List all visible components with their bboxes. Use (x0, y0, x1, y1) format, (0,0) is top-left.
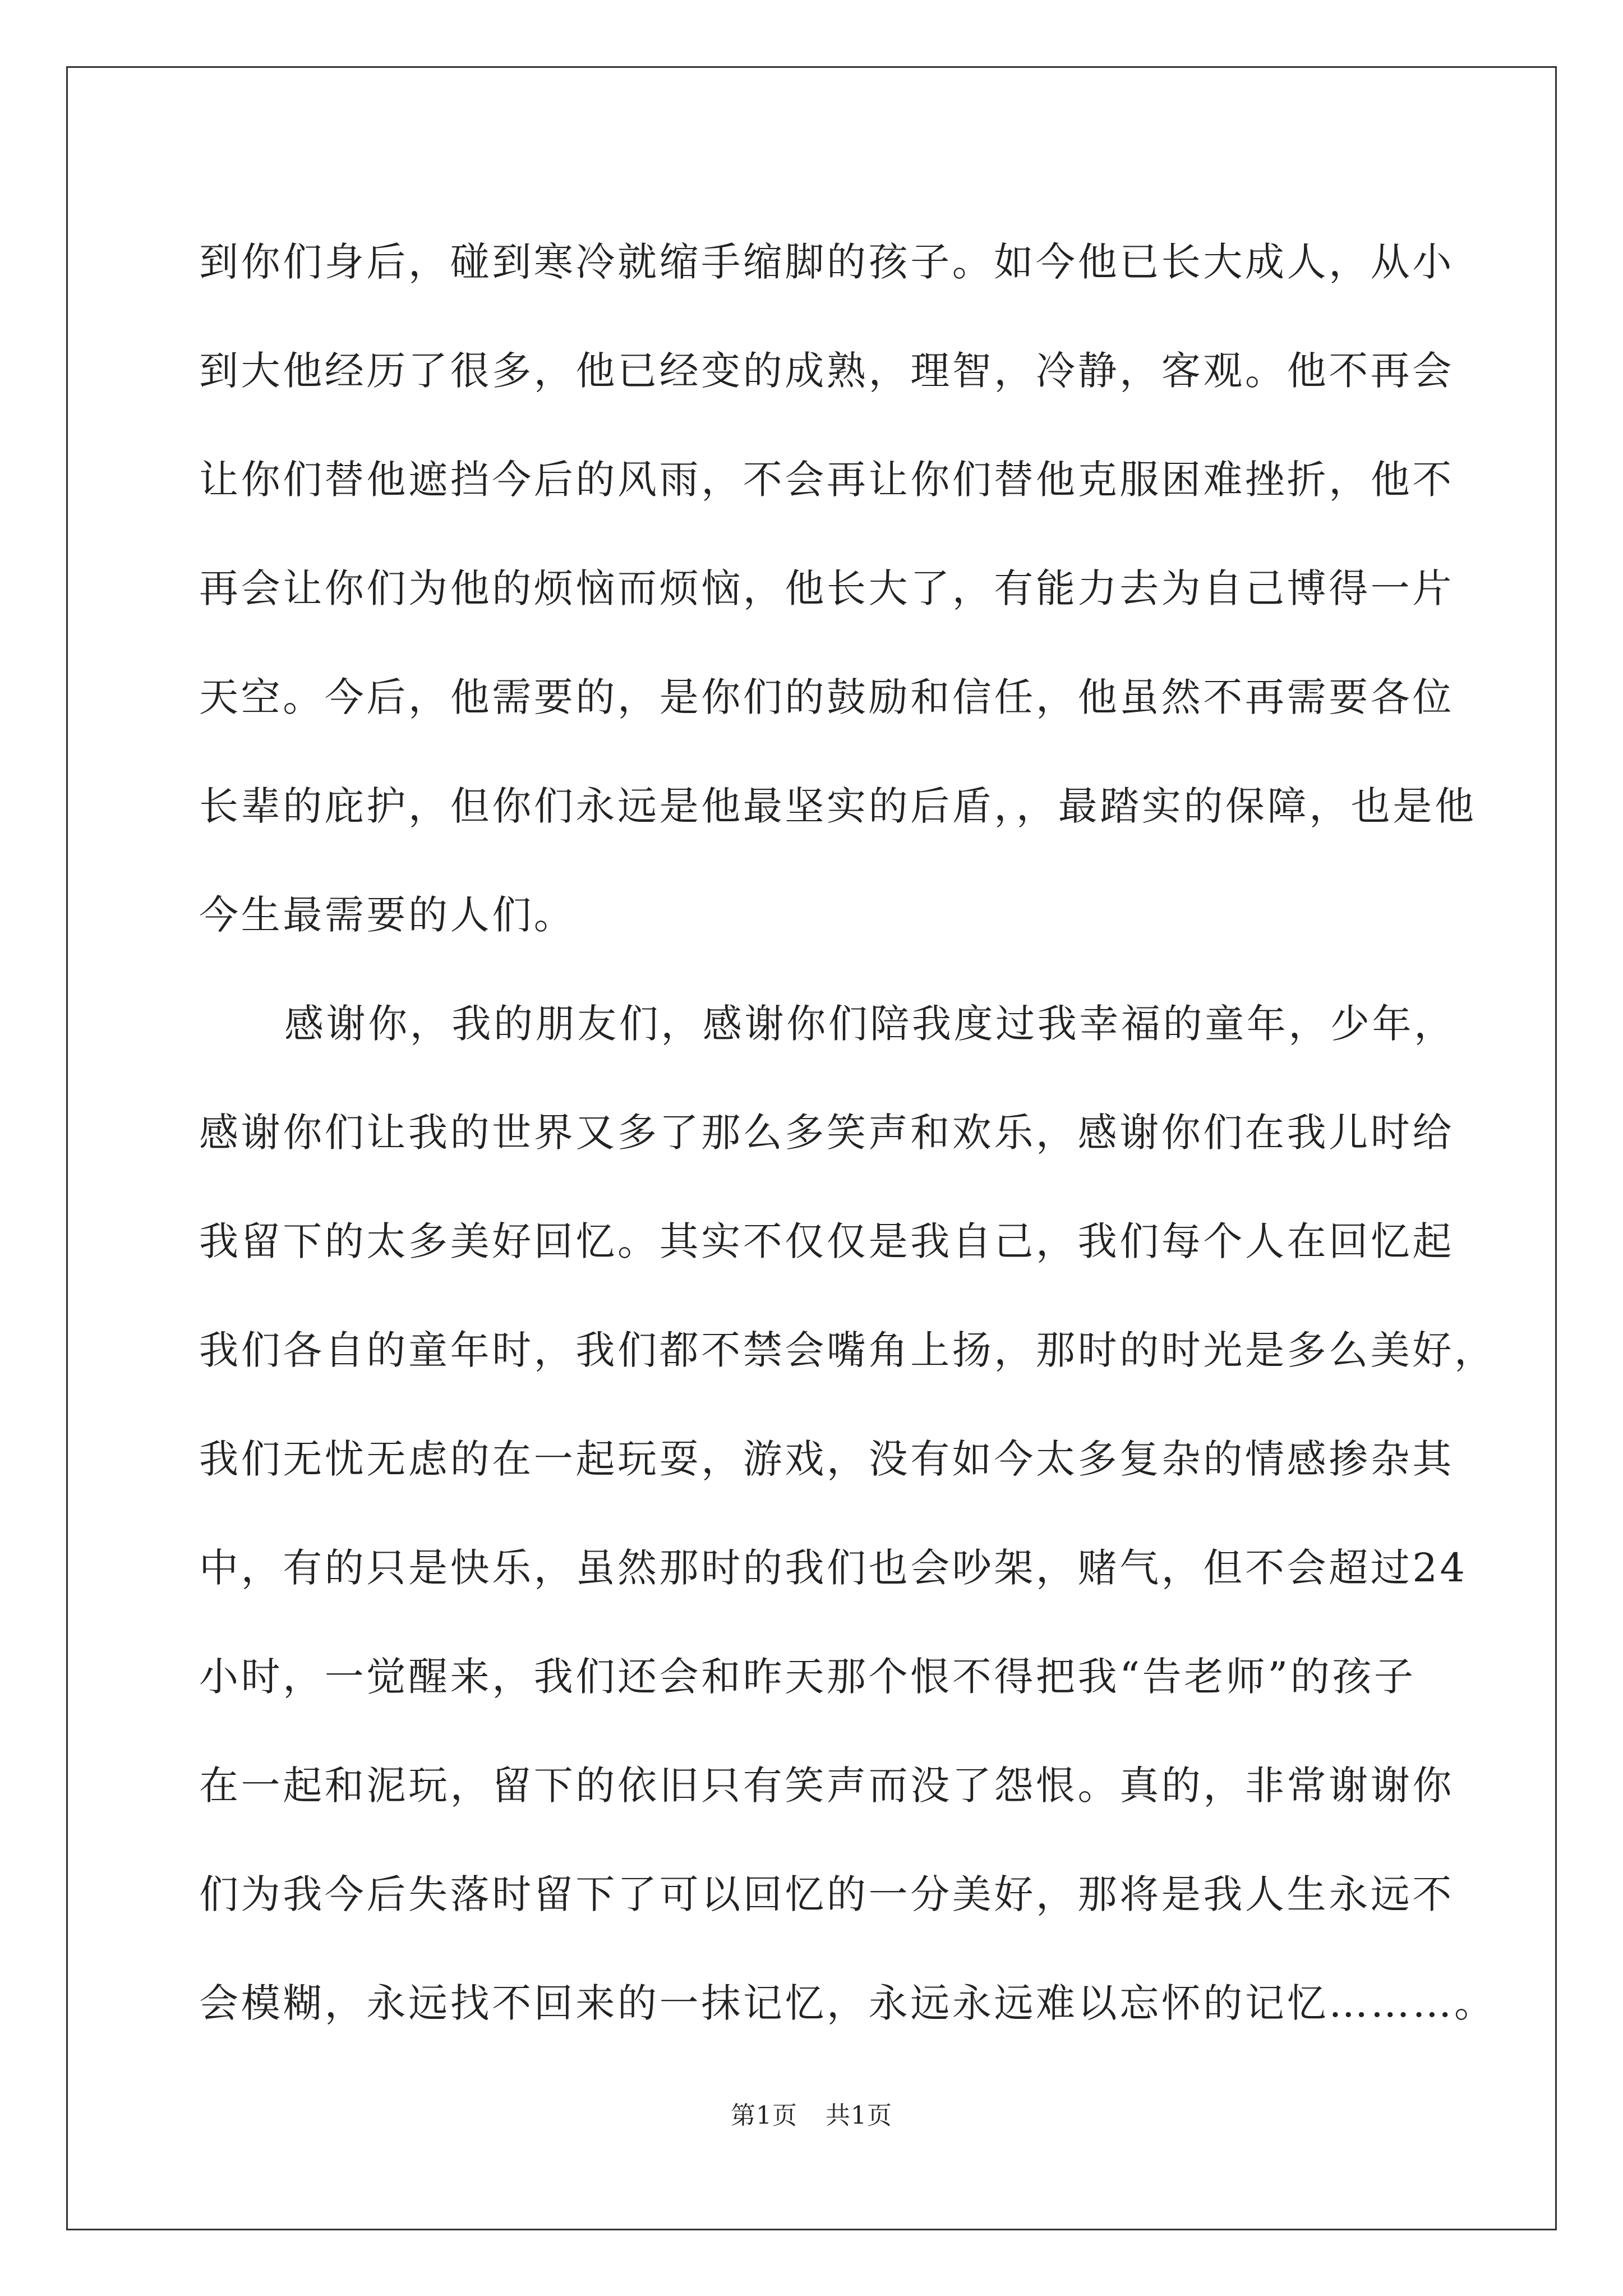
page-footer (0, 2095, 1623, 2131)
text-line: 感谢你们让我的世界又多了那么多笑声和欢乐，感谢你们在我儿时给 (199, 1110, 1454, 1156)
text-line: 会模糊，永远找不回来的一抹记忆，永远永远难以忘怀的记忆………。 (199, 1980, 1496, 2026)
text-line: 我们各自的童年时，我们都不禁会嘴角上扬，那时的时光是多么美好， (199, 1327, 1496, 1373)
text-line: 再会让你们为他的烦恼而烦恼，他长大了，有能力去为自己博得一片 (199, 565, 1454, 611)
page-number: 第1页 (731, 2101, 797, 2130)
text-line: 到大他经历了很多，他已经变的成熟，理智，冷静，客观。他不再会 (199, 348, 1454, 394)
text-line: 在一起和泥玩，留下的依旧只有笑声而没了怨恨。真的，非常谢谢你 (199, 1763, 1454, 1809)
text-line: 们为我今后失落时留下了可以回忆的一分美好，那将是我人生永远不 (199, 1871, 1454, 1917)
text-line: 我们无忧无虑的在一起玩耍，游戏，没有如今太多复杂的情感掺杂其 (199, 1436, 1454, 1482)
document-body (199, 208, 1496, 2058)
text-line: 我留下的太多美好回忆。其实不仅仅是我自己，我们每个人在回忆起 (199, 1218, 1454, 1264)
text-line: 今生最需要的人们。 (199, 892, 576, 938)
text-line: 到你们身后，碰到寒冷就缩手缩脚的孩子。如今他已长大成人，从小 (199, 239, 1454, 285)
text-line: 让你们替他遮挡今后的风雨，不会再让你们替他克服困难挫折，他不 (199, 457, 1454, 503)
page-total: 共1页 (826, 2101, 892, 2130)
text-line: 中，有的只是快乐，虽然那时的我们也会吵架，赌气，但不会超过24 (199, 1545, 1468, 1591)
paragraph-first-line: 感谢你，我的朋友们，感谢你们陪我度过我幸福的童年，少年， (284, 1001, 1456, 1047)
text-line: 长辈的庇护，但你们永远是他最坚实的后盾，，最踏实的保障，也是他 (199, 783, 1477, 829)
text-line: 小时，一觉醒来，我们还会和昨天那个恨不得把我“告老师”的孩子 (199, 1654, 1416, 1700)
text-line: 天空。今后，他需要的，是你们的鼓励和信任，他虽然不再需要各位 (199, 674, 1454, 720)
